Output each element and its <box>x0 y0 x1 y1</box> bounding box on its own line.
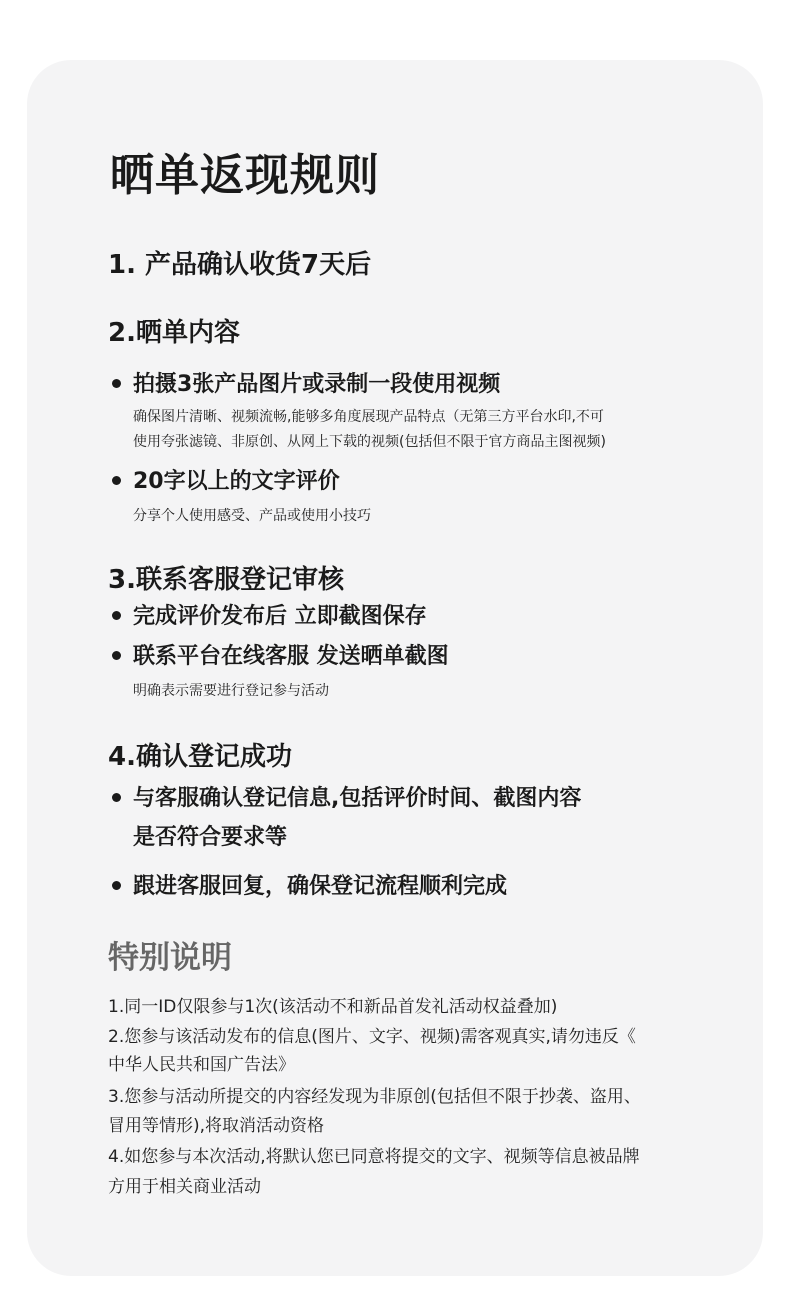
section-2-bullet-2-note-1: 分享个人使用感受、产品或使用小技巧 <box>133 508 371 524</box>
special-note-line: 方用于相关商业活动 <box>108 1177 261 1197</box>
bullet-dot-icon <box>112 793 121 802</box>
section-3-bullet-2-note-1: 明确表示需要进行登记参与活动 <box>133 683 329 699</box>
special-note-line: 中华人民共和国广告法》 <box>108 1055 295 1075</box>
bullet-text: 完成评价发布后 立即截图保存 <box>133 604 427 629</box>
section-3-bullet-2 <box>112 642 449 672</box>
section-2-bullet-1-note-2: 使用夸张滤镜、非原创、从网上下载的视频(包括但不限于官方商品主图视频) <box>133 434 606 450</box>
section-2-bullet-2 <box>112 467 340 497</box>
bullet-text: 拍摄3张产品图片或录制一段使用视频 <box>133 372 501 397</box>
section-3-heading: 3.联系客服登记审核 <box>108 565 344 595</box>
section-1-heading: 1. 产品确认收货7天后 <box>108 250 372 280</box>
special-note-line: 3.您参与活动所提交的内容经发现为非原创(包括但不限于抄袭、盗用、 <box>108 1087 641 1107</box>
section-4-heading: 4.确认登记成功 <box>108 742 292 772</box>
special-note-line: 2.您参与该活动发布的信息(图片、文字、视频)需客观真实,请勿违反《 <box>108 1027 636 1047</box>
page-title: 晒单返现规则 <box>110 150 380 201</box>
bullet-text: 20字以上的文字评价 <box>133 469 340 494</box>
special-note-line: 1.同一ID仅限参与1次(该活动不和新品首发礼活动权益叠加) <box>108 997 558 1017</box>
bullet-text: 跟进客服回复，确保登记流程顺利完成 <box>133 874 508 899</box>
section-2-heading: 2.晒单内容 <box>108 318 240 348</box>
bullet-dot-icon <box>112 379 121 388</box>
section-4-bullet-2 <box>112 872 507 902</box>
bullet-dot-icon <box>112 611 121 620</box>
special-note-line: 4.如您参与本次活动,将默认您已同意将提交的文字、视频等信息被品牌 <box>108 1147 640 1167</box>
section-4-bullet-1-continued: 是否符合要求等 <box>133 825 288 850</box>
bullet-dot-icon <box>112 651 121 660</box>
special-notes-heading: 特别说明 <box>108 940 232 976</box>
section-2-bullet-1-note-1: 确保图片清晰、视频流畅,能够多角度展现产品特点（无第三方平台水印,不可 <box>133 409 604 425</box>
bullet-dot-icon <box>112 881 121 890</box>
bullet-text: 与客服确认登记信息,包括评价时间、截图内容 <box>133 786 582 811</box>
section-3-bullet-1 <box>112 602 427 632</box>
bullet-dot-icon <box>112 476 121 485</box>
special-note-line: 冒用等情形),将取消活动资格 <box>108 1116 325 1136</box>
section-4-bullet-1 <box>112 784 581 814</box>
bullet-text: 联系平台在线客服 发送晒单截图 <box>133 644 449 669</box>
section-2-bullet-1 <box>112 370 500 400</box>
